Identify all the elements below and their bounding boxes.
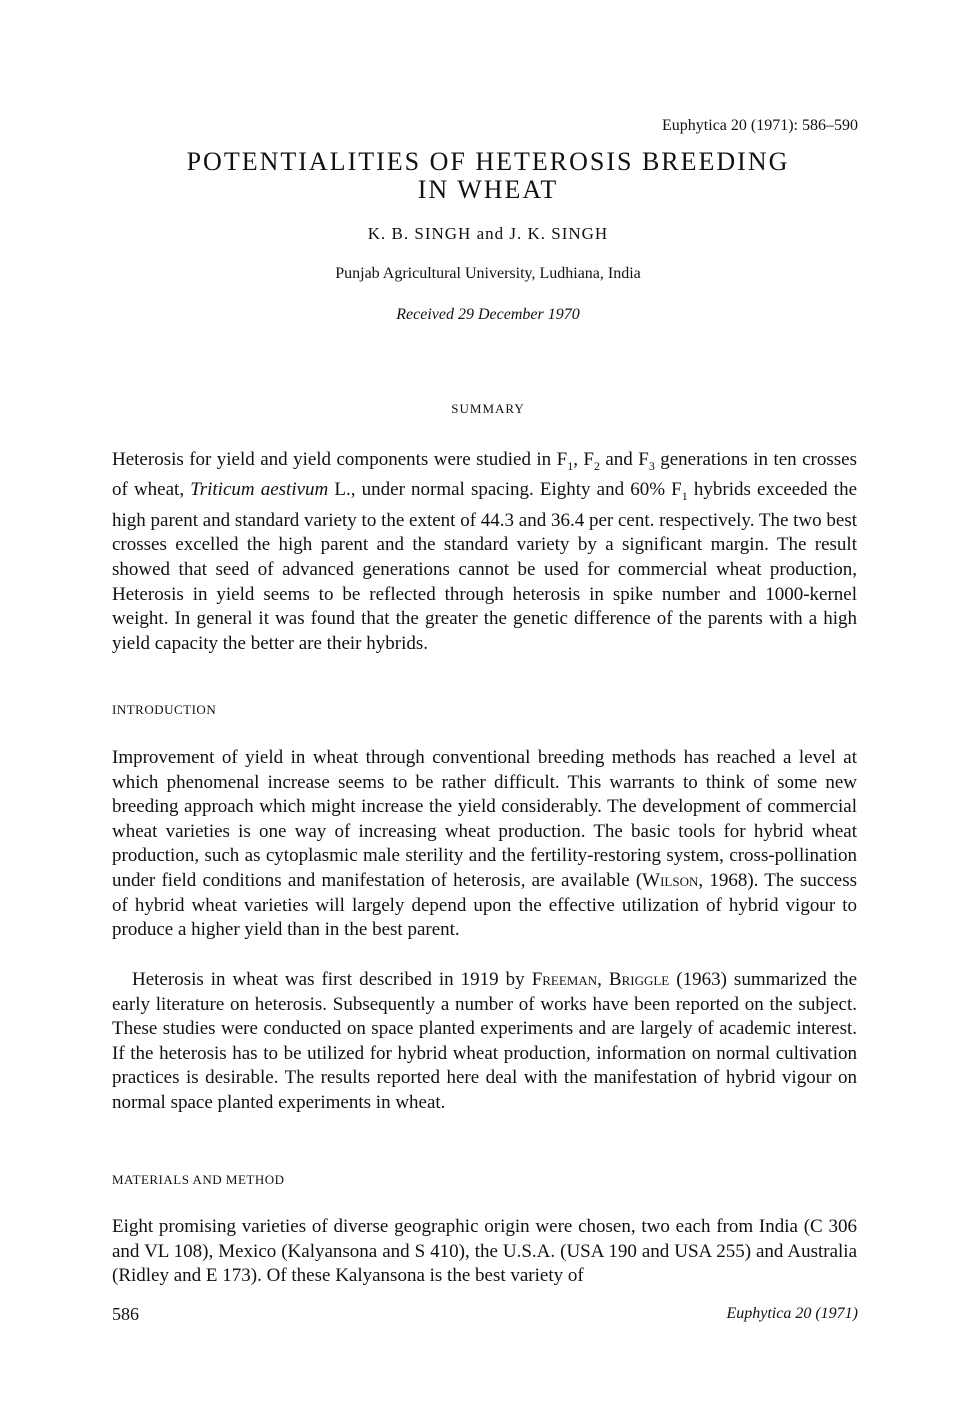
introduction-paragraph-2: Heterosis in wheat was first described in 1919 by Freeman, Briggle (1963) summarized the early literature on heterosis. Subsequently a number of works have been reported on the subject. These studies were conducted on space planted experiments and are largely of academic interest. If the heterosis has to be utilized for hybrid wheat production, information on normal cultivation practices is desirable. The results reported here deal with the manifestation of hybrid vigour on normal space planted experiments in wheat. [112,969,858,1113]
cited-author: Freeman [531,969,598,990]
summary-paragraph: Heterosis for yield and yield components were studied in $F_1$, $F_2$ and $F_3$ generations in ten crosses of wheat, Triticum aestivum L., under normal spacing. Eighty and 60% $F_1$ hybrids exceeded the high parent and standard variety to the extent of 44.3 and 36.4 per cent. respectively. The two best crosses excelled the high parent and the standard variety by a significant margin. The result showed that seed of advanced generations cannot be used for commercial wheat production, Heterosis in yield seems to be reflected through heterosis in spike number and 1000-kernel weight. In general it was found that the greater the genetic difference of the parents with a high yield capacity the better are their hybrids. [112,449,857,654]
materials-paragraph: Eight promising varieties of diverse geographic origin were chosen, two each from India (C 306 and VL 108), Mexico (Kalyansona and S 410), the U.S.A. (USA 190 and USA 255) and Australia (Ridley and E 173). Of these Kalyansona is the best variety of [112,1216,857,1287]
article-title [0,148,976,204]
materials-heading: MATERIALS AND METHOD [112,1172,285,1187]
cited-author: Wilson [642,869,699,891]
affiliation: Punjab Agricultural University, Ludhiana, India [335,265,641,282]
article-title-line-1: POTENTIALITIES OF HETEROSIS BREEDING [186,147,790,176]
authors: K. B. SINGH and J. K. SINGH [367,224,609,243]
article-title-line-2: IN WHEAT [417,175,559,204]
cited-author: Briggle [608,969,670,990]
introduction-heading: INTRODUCTION [112,702,217,717]
received-date: Received 29 December 1970 [396,306,580,323]
footer-citation: Euphytica 20 (1971) [726,1305,858,1322]
species-name: Triticum aestivum [190,479,329,501]
page-number: 586 [112,1304,139,1324]
summary-heading: SUMMARY [451,401,525,416]
introduction-paragraph-1: Improvement of yield in wheat through conventional breeding methods has reached a level at which phenomenal increase seems to be rather difficult. This warrants to think of some new breeding approach which might increase the yield considerably. The development of commercial wheat varieties is one way of increasing wheat production. The basic tools for hybrid wheat production, such as cytoplasmic male sterility and the fertility-restoring system, cross-pollination under field conditions and manifestation of heterosis, are available (Wilson, 1968). The success of hybrid wheat varieties will largely depend upon the effective utilization of hybrid vigour to produce a higher yield than in the best parent. [112,747,857,941]
running-header-citation: Euphytica 20 (1971): 586–590 [662,117,858,134]
